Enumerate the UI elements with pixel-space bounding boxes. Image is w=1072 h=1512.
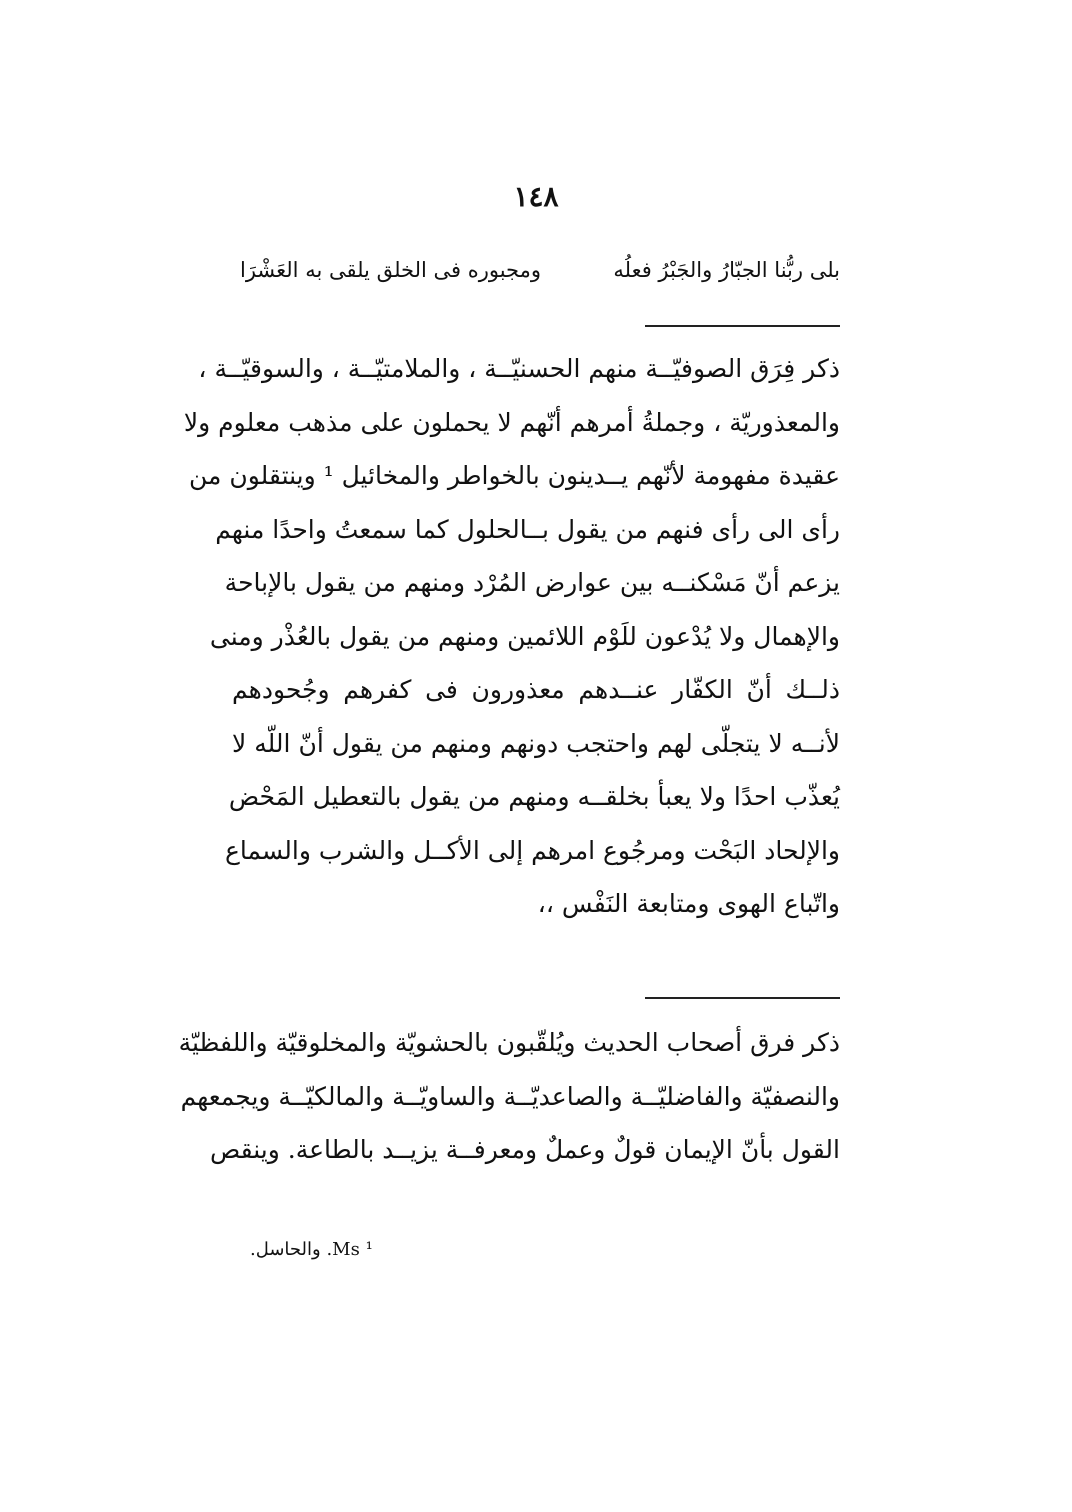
text-line: يزعم أنّ مَسْكنــه بين عوارض المُرْد ومنهم من يقول بالإباحة — [224, 568, 840, 597]
footnote-marker: ¹ — [365, 1239, 373, 1260]
verse-hemistich-second: ومجبوره فى الخلق يلقى به العَشْرَا — [240, 258, 541, 282]
verse-hemistich-first: بلى ربُّنا الجبّارُ والجَبْرُ فعلُه — [613, 258, 840, 282]
text-line: عقيدة مفهومة لأنّهم يــدينون بالخواطر والمخائيل ¹ وينتقلون من — [189, 461, 840, 490]
text-line: واتّباع الهوى ومتابعة النَفْس ،، — [537, 889, 840, 918]
verse-line — [240, 250, 840, 290]
section-sufi-sects — [183, 342, 840, 931]
text-line: يُعذّب احدًا ولا يعبأ بخلقــه ومنهم من يقول بالتعطيل المَحْض — [228, 782, 840, 811]
text-line: والمعذوريّة ، وجملةُ أمرهم أنّهم لا يحملون على مذهب معلوم ولا — [183, 407, 840, 437]
text-line: رأى الى رأى فنهم من يقول بــالحلول كما سمعتُ واحدًا منهم — [215, 514, 840, 544]
text-line: والإلحاد البَحْت ومرجُوع امرهم إلى الأكــل والشرب والسماع — [225, 835, 840, 865]
text-line: القول بأنّ الإيمان قولٌ وعملٌ ومعرفــة يزيــد بالطاعة. وينقص — [209, 1135, 840, 1164]
text-line: والإهمال ولا يُدْعون للَوْم اللائمين ومنهم من يقول بالعُذْر ومنى — [209, 621, 840, 651]
text-line: ذكر فرق أصحاب الحديث ويُلقّبون بالحشويّة والمخلوقيّة واللفظيّة — [178, 1028, 840, 1057]
text-line: والنصفيّة والفاضليّــة والصاعديّــة والساويّــة والمالكيّــة ويجمعهم — [180, 1081, 840, 1111]
text-line: لأنــه لا يتجلّى لهم واحتجب دونهم ومنهم من يقول أنّ اللّه لا — [232, 728, 840, 758]
section-divider — [645, 325, 840, 327]
text-line: ذكر فِرَق الصوفيّــة منهم الحسنيّــة ، والملامتيّــة ، والسوقيّــة ، — [198, 354, 840, 383]
section-divider — [645, 997, 840, 999]
section-hadith-sects — [178, 1016, 840, 1177]
text-line: ذلــك أنّ الكفّار عنــدهم معذورون فى كفرهم وجُحودهم — [232, 675, 840, 704]
page-number: ١٤٨ — [513, 180, 559, 213]
footnote — [250, 1235, 650, 1265]
footnote-text: Ms. والحاسل. — [250, 1239, 360, 1260]
